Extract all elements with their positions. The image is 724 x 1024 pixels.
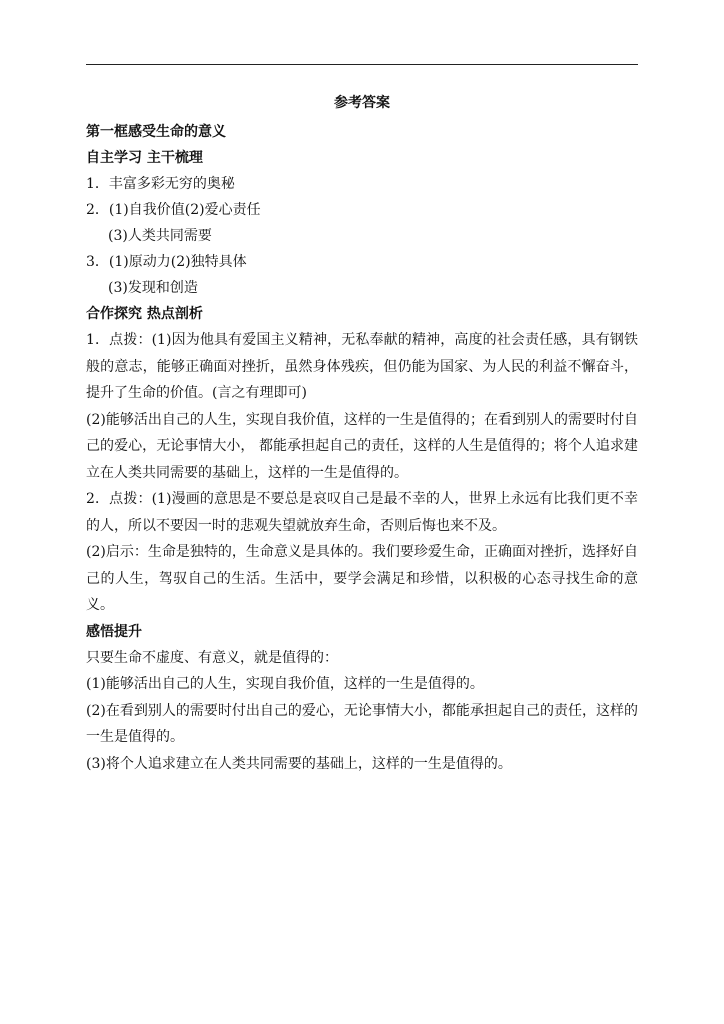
list-item: (3)人类共同需要	[108, 228, 212, 244]
self-study-heading: 自主学习 主干梳理	[86, 150, 203, 166]
list-item: 2．(1)自我价值(2)爱心责任	[86, 202, 261, 218]
insight-paragraph: (2)在看到别人的需要时付出自己的爱心，无论事情大小，都能承担起自己的责任，这样的一生是值得的。	[86, 702, 638, 745]
list-item: (3)发现和创造	[108, 280, 198, 296]
explore-heading: 合作探究 热点剖析	[86, 306, 203, 322]
explore-paragraph: 2．点拨：(1)漫画的意思是不要总是哀叹自己是最不幸的人，世界上永远有比我们更不幸的人，所以不要因一时的悲观失望就放弃生命，否则后悔也来不及。	[86, 491, 638, 534]
answer-content	[86, 90, 638, 777]
list-item: 1．丰富多彩无穷的奥秘	[86, 176, 235, 192]
explore-paragraph: (2)能够活出自己的人生，实现自我价值，这样的一生是值得的；在看到别人的需要时付自己的爱心，无论事情大小， 都能承担起自己的责任，这样的人生是值得的；将个人追求建立在人类共同需要的基础上，这样的一生是值得的。	[86, 411, 638, 481]
list-item: 3．(1)原动力(2)独特具体	[86, 254, 247, 270]
insight-paragraph: (1)能够活出自己的人生，实现自我价值，这样的一生是值得的。	[86, 676, 484, 692]
insight-heading: 感悟提升	[86, 623, 142, 640]
header-rule	[86, 64, 638, 65]
insight-paragraph: (3)将个人追求建立在人类共同需要的基础上，这样的一生是值得的。	[86, 755, 512, 772]
page-title: 参考答案	[334, 95, 390, 111]
lesson-title: 第一框感受生命的意义	[86, 124, 226, 140]
explore-paragraph: (2)启示：生命是独特的，生命意义是具体的。我们要珍爱生命，正确面对挫折，选择好自己的人生，驾驭自己的生活。生活中，要学会满足和珍惜，以积极的心态寻找生命的意义。	[86, 544, 638, 613]
explore-paragraph: 1．点拨：(1)因为他具有爱国主义精神，无私奉献的精神，高度的社会责任感，具有钢铁般的意志，能够正确面对挫折，虽然身体残疾，但仍能为国家、为人民的利益不懈奋斗，提升了生命的价值。(言之有理即可)	[86, 332, 638, 401]
insight-paragraph: 只要生命不虚度、有意义，就是值得的：	[86, 649, 338, 666]
